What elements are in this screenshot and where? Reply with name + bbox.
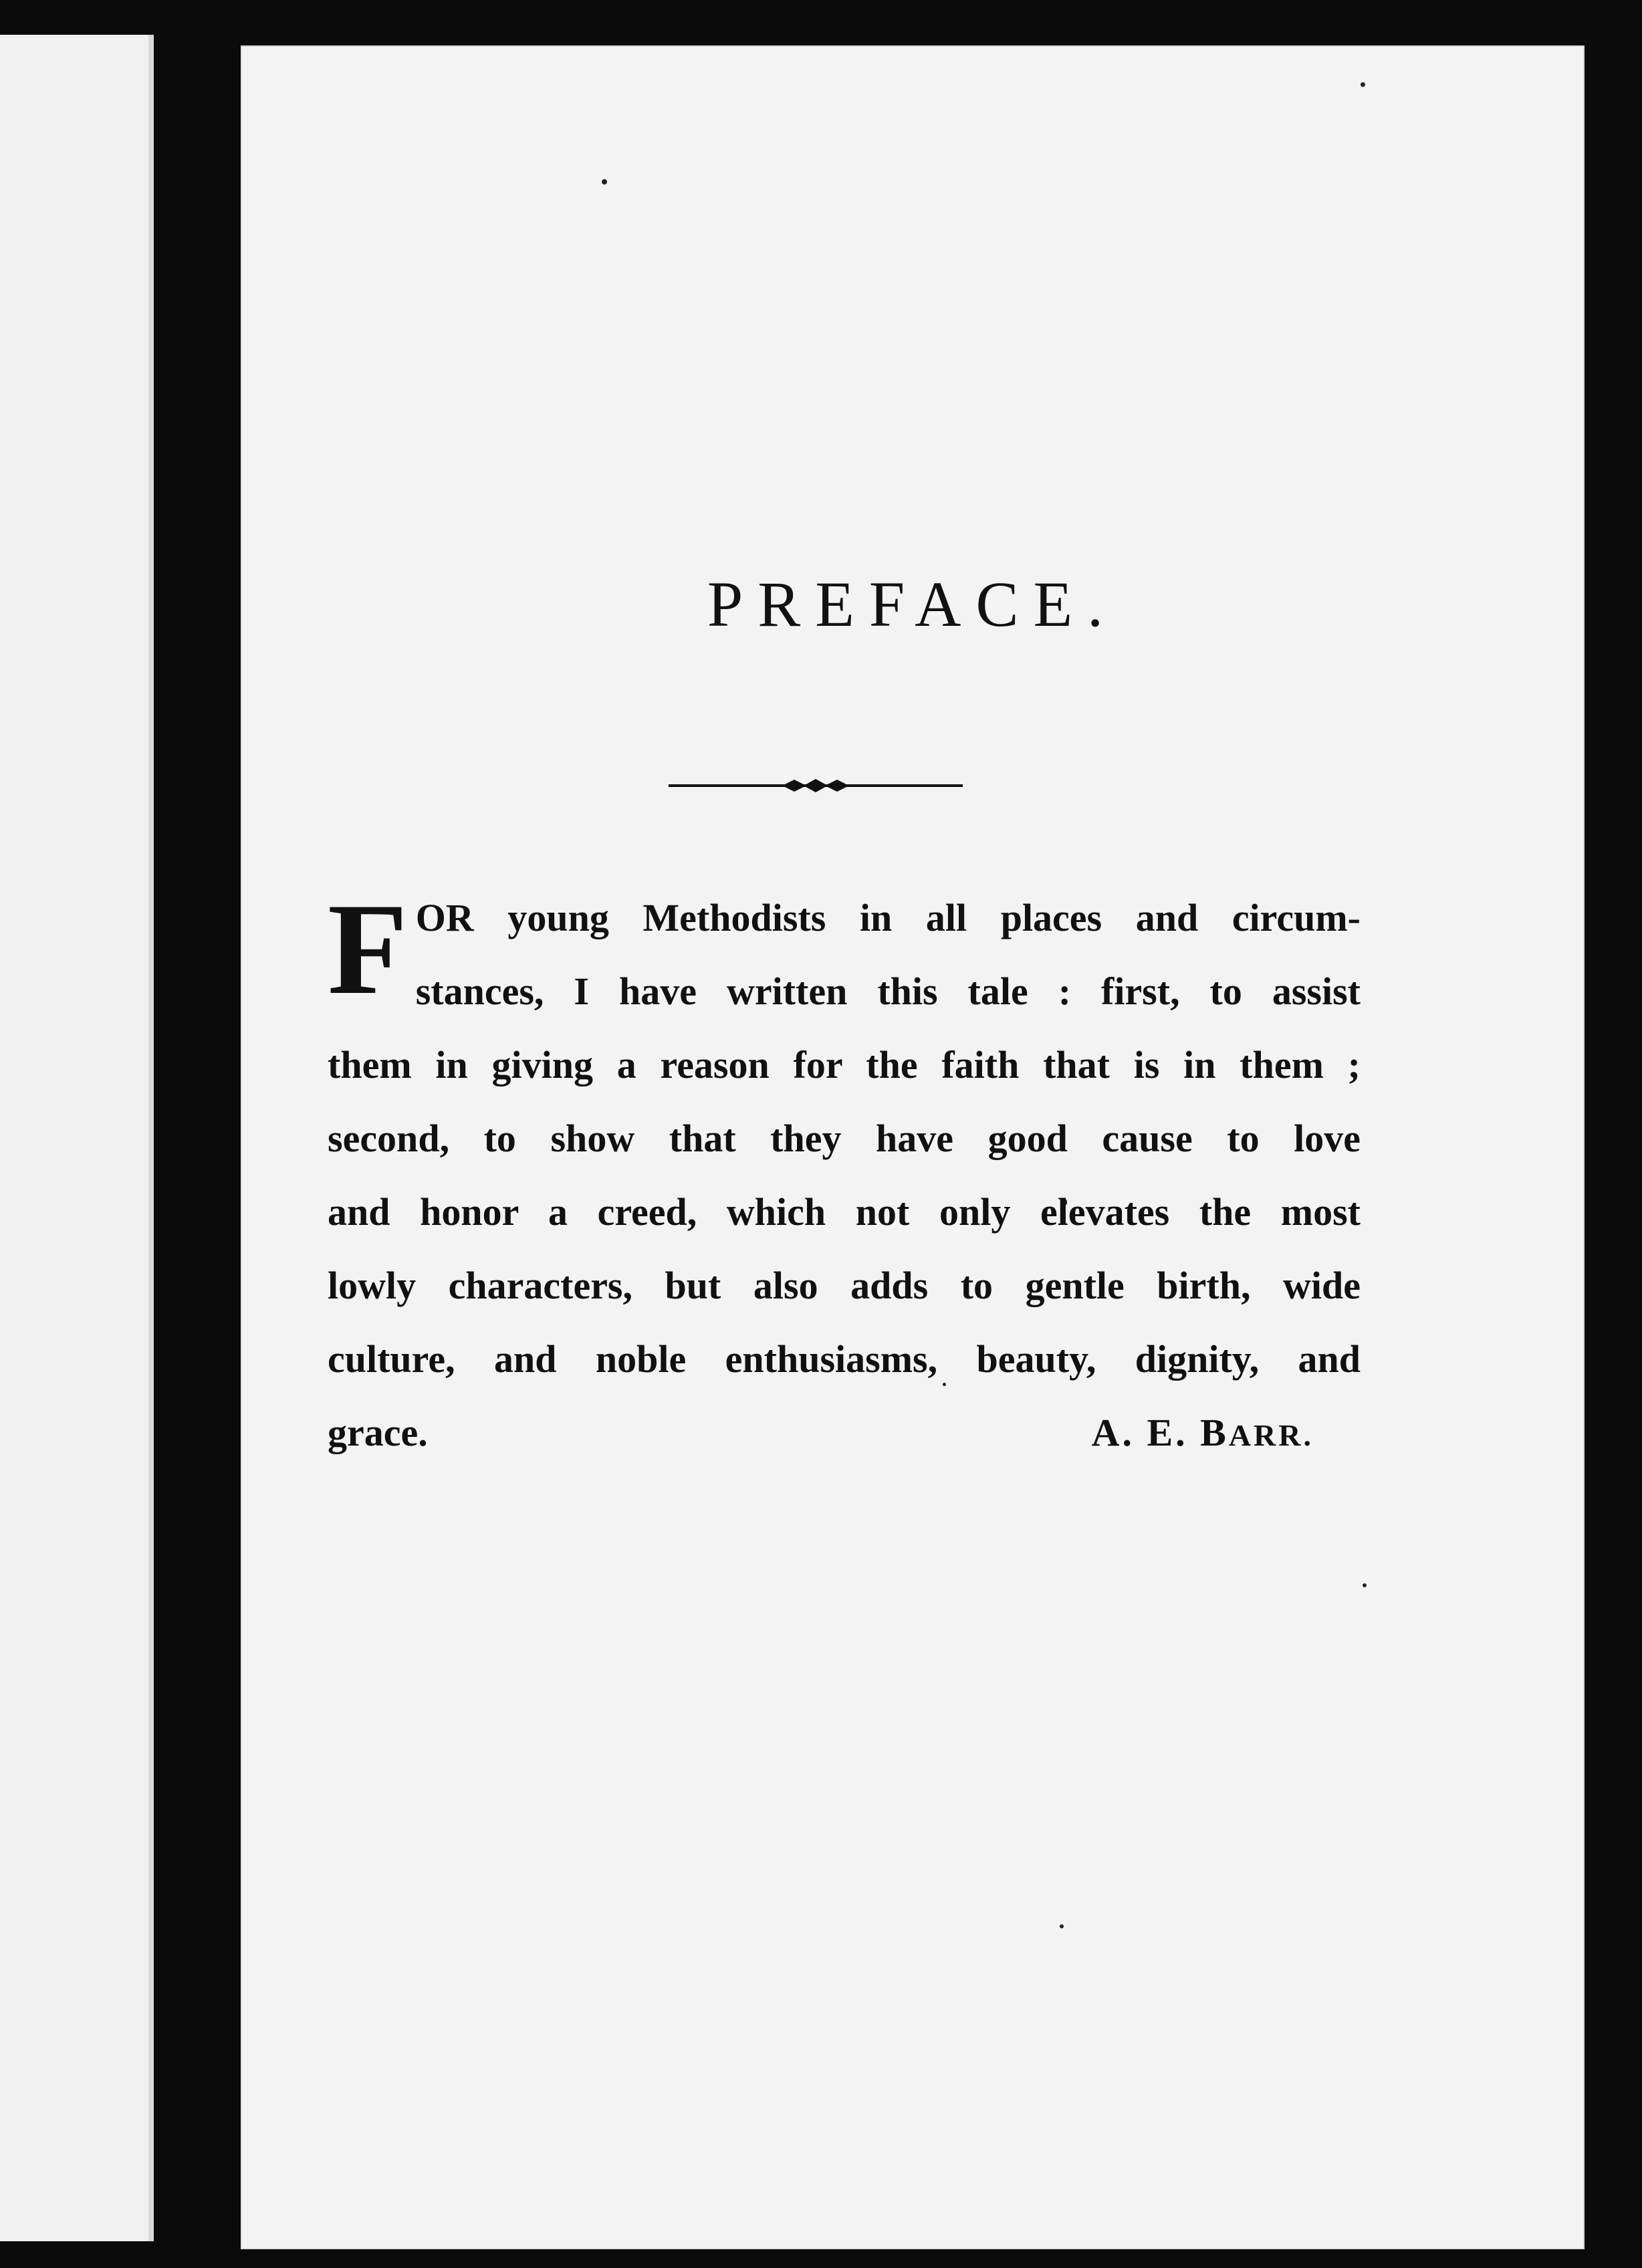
- text-line: and honor a creed, which not only elevates the most: [328, 1190, 1361, 1234]
- text-line: second, to show that they have good cause to love: [328, 1117, 1361, 1160]
- ornamental-divider: [669, 776, 963, 796]
- scan-speck: [1361, 82, 1365, 87]
- author-initials: A. E. B: [1091, 1411, 1229, 1454]
- scan-speck: [1060, 1924, 1064, 1928]
- page-title: PREFACE.: [707, 568, 1119, 640]
- drop-cap: F: [328, 877, 408, 1022]
- preface-paragraph: [328, 877, 1361, 1472]
- closing-line: [328, 1396, 1361, 1472]
- text-line: stances, I have written this tale : first, to assist: [415, 970, 1361, 1013]
- author-surname-smallcaps: ARR.: [1228, 1418, 1314, 1452]
- text-line: lowly characters, but also adds to gentle birth, wide: [328, 1264, 1361, 1307]
- text-line: OR young Methodists in all places and circum-: [415, 896, 1361, 939]
- facing-page-edge: [0, 35, 154, 2241]
- scan-speck: [602, 179, 607, 185]
- book-page: [241, 45, 1585, 2249]
- author-signature: [1092, 1396, 1314, 1472]
- text-line: them in giving a reason for the faith that is in them ;: [328, 1043, 1361, 1087]
- last-word: grace.: [328, 1411, 428, 1454]
- scan-speck: [1363, 1583, 1367, 1587]
- text-line: culture, and noble enthusiasms, beauty, dignity, and: [328, 1337, 1361, 1381]
